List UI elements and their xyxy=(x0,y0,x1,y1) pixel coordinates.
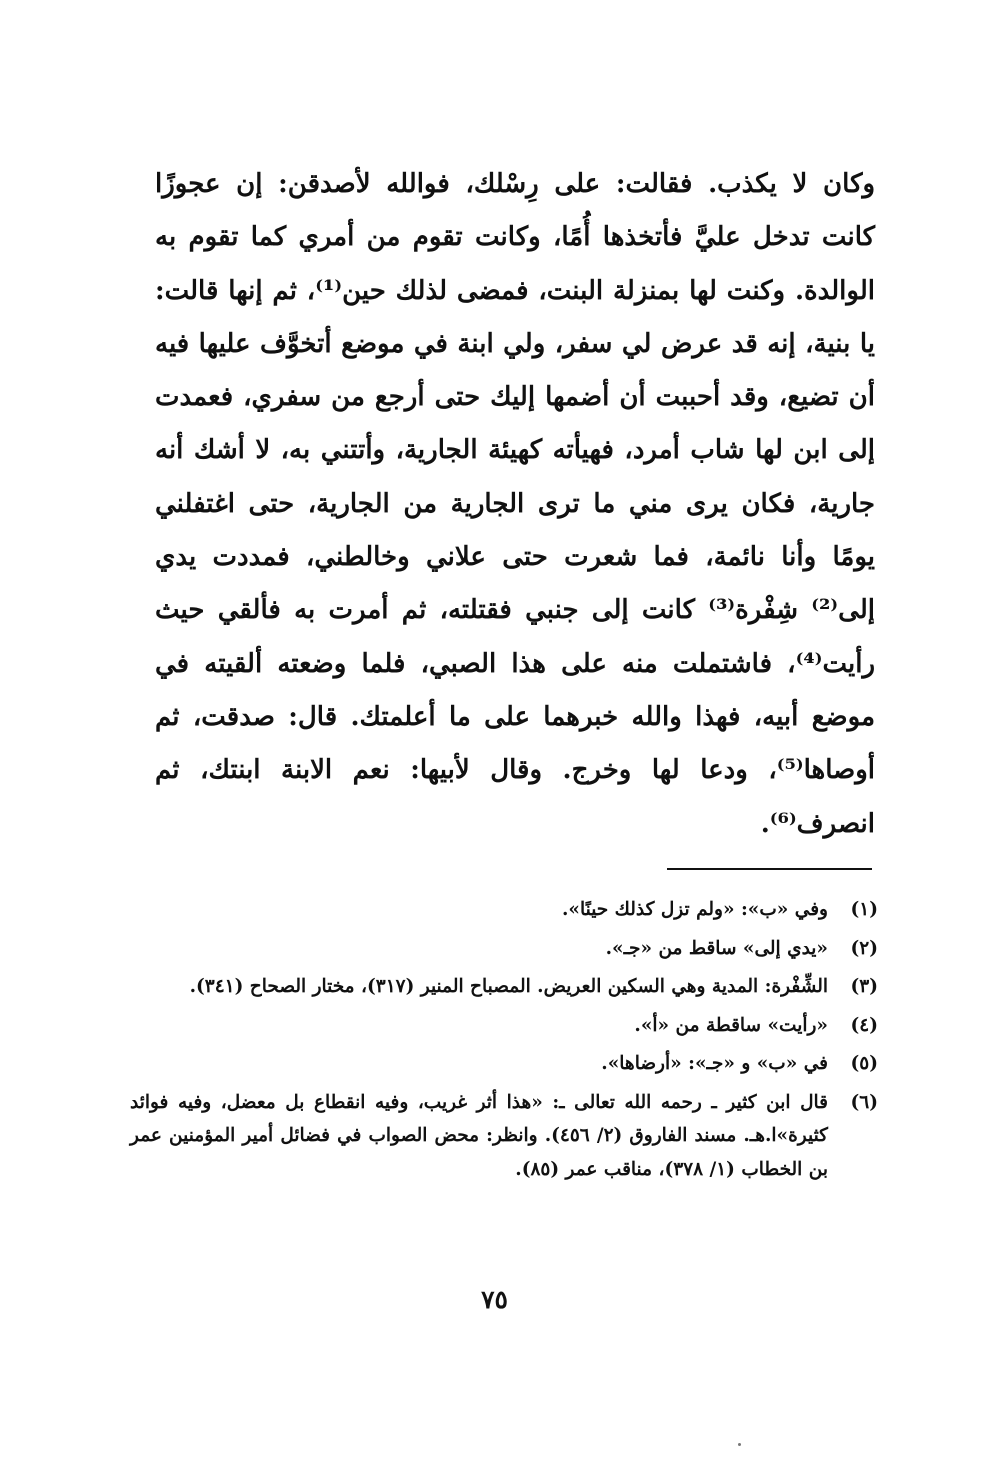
page-number: ٧٥ xyxy=(481,1285,508,1314)
footnote-text: «يدي إلى» ساقط من «جـ». xyxy=(605,937,828,959)
footnote-2 xyxy=(130,932,878,966)
main-paragraph: وكان لا يكذب. فقالت: على رِسْلك، فوالله لأصدقن: إن عجوزًا كانت تدخل عليَّ فأتخذها أُمًا، وكانت تقوم من أمري كما تقوم به الوالدة. وكنت لها بمنزلة البنت، فمضى لذلك حين⁽¹⁾، ثم إنها قالت: يا بنية، إنه قد عرض لي سفر، ولي ابنة في موضع أتخوَّف عليها فيه أن تضيع، وقد أحببت أن أضمها إليك حتى أرجع من سفري، فعمدت إلى ابن لها شاب أمرد، فهيأته كهيئة الجارية، وأتتني به، لا أشك أنه جارية، فكان يرى مني ما ترى الجارية من الجارية، حتى اغتفلني يومًا وأنا نائمة، فما شعرت حتى علاني وخالطني، فمددت يدي إلى⁽²⁾ شِفْرة⁽³⁾ كانت إلى جنبي فقتلته، ثم أمرت به فألقي حيث رأيت⁽⁴⁾، فاشتملت منه على هذا الصبي، فلما وضعته ألقيته في موضع أبيه، فهذا والله خبرهما على ما أعلمتك. قال: صدقت، ثم أوصاها⁽⁵⁾، ودعا لها وخرج. وقال لأبيها: نعم الابنة ابنتك، ثم انصرف⁽⁶⁾. xyxy=(155,169,875,839)
footnote-number: (٦) xyxy=(850,1091,878,1113)
footnote-text: قال ابن كثير ـ رحمه الله تعالى ـ: «هذا أثر غريب، وفيه انقطاع بل معضل، وفيه فوائد كثيرة»ا.هـ. مسند الفاروق (٢/ ٤٥٦). وانظر: محض الصواب في فضائل أمير المؤمنين عمر بن الخطاب (١/ ٣٧٨)، مناقب عمر (٨٥). xyxy=(130,1091,828,1180)
footnote-3 xyxy=(130,970,878,1004)
footnote-6 xyxy=(130,1086,878,1187)
scan-speck xyxy=(738,1443,741,1446)
footnote-1 xyxy=(130,893,878,927)
footnote-separator xyxy=(667,868,872,870)
footnotes xyxy=(130,893,878,1191)
footnote-number: (٤) xyxy=(850,1014,878,1036)
footnote-number: (٥) xyxy=(850,1053,878,1074)
main-text xyxy=(155,158,875,851)
footnote-text: «رأيت» ساقطة من «أ». xyxy=(634,1014,828,1036)
footnote-number: (٢) xyxy=(850,937,878,959)
footnote-number: (١) xyxy=(850,899,878,920)
footnote-text: في «ب» و «جـ»: «أرضاها». xyxy=(601,1053,828,1074)
footnote-4 xyxy=(130,1009,878,1043)
footnote-text: وفي «ب»: «ولم تزل كذلك حينًا». xyxy=(561,899,828,920)
footnote-text: الشِّفْرة: المدية وهي السكين العريض. المصباح المنير (٣١٧)، مختار الصحاح (٣٤١). xyxy=(189,976,828,997)
footnote-number: (٣) xyxy=(850,976,878,997)
footnote-5 xyxy=(130,1047,878,1081)
